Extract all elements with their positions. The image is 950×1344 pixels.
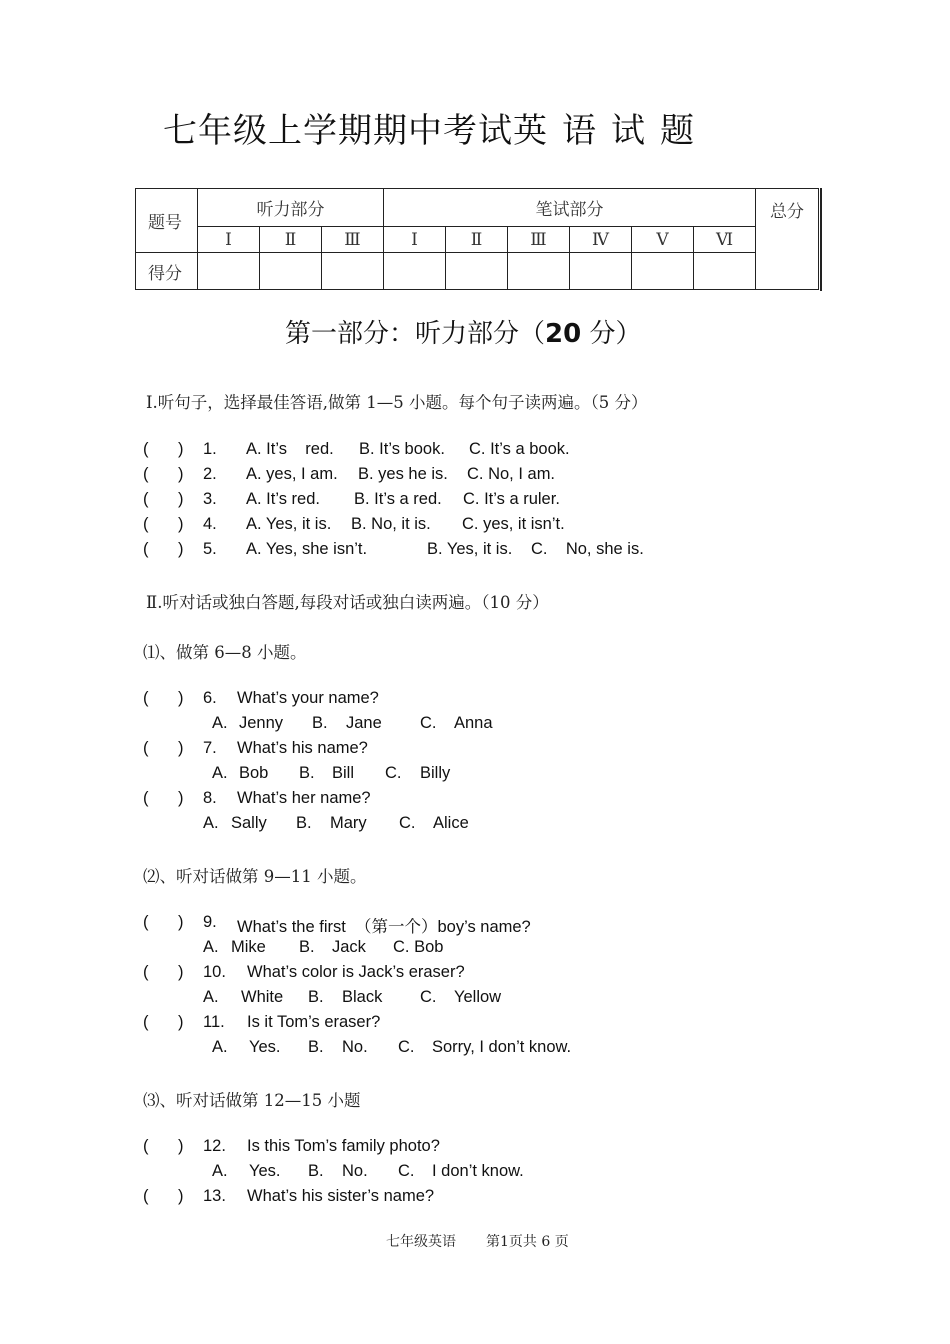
answer-blank-close: ) (178, 1013, 184, 1031)
option-a-letter: A. (212, 1038, 228, 1056)
answer-blank-close: ) (178, 490, 184, 508)
section-heading-prefix: 第一部分：听力部分（ (285, 319, 546, 349)
score-cell[interactable] (632, 253, 694, 290)
exam-title (163, 103, 695, 152)
option-c: Yellow (454, 988, 502, 1006)
group2-label: ⑵、听对话做第 9—11 小题。 (143, 867, 367, 886)
option-a: White (241, 988, 284, 1006)
answer-blank-close: ) (178, 913, 184, 931)
part1-instruction: Ⅰ.听句子，选择最佳答语,做第 1—5 小题。每个句子读两遍。（5 分） (146, 393, 648, 412)
option-b: No. (342, 1162, 368, 1180)
question-number: 3. (203, 490, 217, 508)
question-number: 7. (203, 739, 217, 757)
table-col-label: Ⅲ (508, 227, 570, 253)
option-a: A. Yes, she isn’t. (246, 540, 368, 558)
answer-blank[interactable]: ( (143, 1187, 149, 1205)
option-c: Billy (420, 764, 451, 782)
table-col-label: Ⅵ (694, 227, 756, 253)
answer-blank[interactable]: ( (143, 789, 149, 807)
score-cell[interactable] (198, 253, 260, 290)
option-b: Jane (346, 714, 382, 732)
option-c: Sorry, I don’t know. (432, 1038, 572, 1056)
option-c-letter: C. (398, 1038, 415, 1056)
score-cell[interactable] (260, 253, 322, 290)
option-b-letter: B. (308, 988, 324, 1006)
answer-blank[interactable]: ( (143, 1137, 149, 1155)
option-c: I don’t know. (432, 1162, 524, 1180)
question-number: 6. (203, 689, 217, 707)
question-text: What’s color is Jack’s eraser? (247, 963, 465, 981)
table-col-label: Ⅳ (570, 227, 632, 253)
footer-page-number: 第1页共 6 页 (486, 1234, 569, 1250)
option-a-letter: A. (212, 764, 228, 782)
option-b: No. (342, 1038, 368, 1056)
group1-label: ⑴、做第 6—8 小题。 (143, 643, 307, 662)
option-c: C. No, I am. (467, 465, 556, 483)
option-b: Mary (330, 814, 367, 832)
option-a-letter: A. (203, 814, 219, 832)
option-c: Alice (433, 814, 469, 832)
question-number: 10. (203, 963, 226, 981)
exam-title-word: 题 (660, 111, 695, 151)
answer-blank[interactable]: ( (143, 440, 149, 458)
option-a: A. yes, I am. (246, 465, 338, 483)
option-b-letter: B. (299, 938, 315, 956)
table-col-label: Ⅱ (260, 227, 322, 253)
answer-blank-close: ) (178, 963, 184, 981)
answer-blank-close: ) (178, 540, 184, 558)
option-c-letter: C. (398, 1162, 415, 1180)
option-c: Anna (454, 714, 493, 732)
question-text: What’s his sister’s name? (247, 1187, 435, 1205)
table-col-label: Ⅰ (198, 227, 260, 253)
option-b: B. It’s a red. (354, 490, 442, 508)
question-number: 12. (203, 1137, 226, 1155)
table-col-label: Ⅴ (632, 227, 694, 253)
table-col-label: Ⅲ (322, 227, 384, 253)
table-header-label: 题号 (136, 189, 198, 253)
option-b-letter: B. (308, 1162, 324, 1180)
table-listening-header: 听力部分 (198, 189, 384, 227)
option-b: Black (342, 988, 383, 1006)
table-right-border (820, 188, 822, 291)
answer-blank[interactable]: ( (143, 490, 149, 508)
question-number: 13. (203, 1187, 226, 1205)
question-text: What’s your name? (237, 689, 379, 707)
option-a: Jenny (239, 714, 284, 732)
option-b: Jack (332, 938, 366, 956)
answer-blank-close: ) (178, 1137, 184, 1155)
answer-blank-close: ) (178, 515, 184, 533)
footer-subject: 七年级英语 (386, 1234, 456, 1250)
score-table (135, 188, 819, 290)
answer-blank-close: ) (178, 689, 184, 707)
score-cell[interactable] (694, 253, 756, 290)
option-c-letter: C. (385, 764, 402, 782)
question-text: What’s the first （第一个）boy’s name? (237, 918, 531, 936)
section-points: 20 (545, 319, 582, 349)
option-a: A. It’s red. (246, 440, 334, 458)
exam-title-word: 语 (562, 111, 597, 151)
question-number: 2. (203, 465, 217, 483)
answer-blank-close: ) (178, 465, 184, 483)
answer-blank-close: ) (178, 739, 184, 757)
option-a-letter: A. (203, 988, 219, 1006)
answer-blank-close: ) (178, 1187, 184, 1205)
question-text: What’s her name? (237, 789, 371, 807)
answer-blank[interactable]: ( (143, 540, 149, 558)
option-a-letter: A. (212, 1162, 228, 1180)
option-b-letter: B. (296, 814, 312, 832)
answer-blank-close: ) (178, 440, 184, 458)
answer-blank[interactable]: ( (143, 465, 149, 483)
answer-blank[interactable]: ( (143, 913, 149, 931)
answer-blank[interactable]: ( (143, 739, 149, 757)
option-c-letter: C. (420, 988, 437, 1006)
option-a-letter: A. (212, 714, 228, 732)
table-total-header: 总分 (756, 189, 819, 290)
question-number: 1. (203, 440, 217, 458)
option-c-letter: C. (399, 814, 416, 832)
table-writing-header: 笔试部分 (384, 189, 756, 227)
option-a: A. Yes, it is. (246, 515, 332, 533)
option-b: B. No, it is. (351, 515, 431, 533)
score-cell[interactable] (384, 253, 446, 290)
table-col-label: Ⅱ (446, 227, 508, 253)
option-a: A. It’s red. (246, 490, 320, 508)
option-a: Yes. (249, 1162, 281, 1180)
option-b: Bill (332, 764, 355, 782)
table-score-label: 得分 (136, 253, 198, 290)
option-a: Sally (231, 814, 267, 832)
score-cell[interactable] (446, 253, 508, 290)
question-number: 9. (203, 913, 217, 931)
option-c: C. It’s a ruler. (463, 490, 560, 508)
section-heading (285, 313, 641, 350)
option-b-letter: B. (312, 714, 328, 732)
question-text: Is it Tom’s eraser? (247, 1013, 381, 1031)
table-col-label: Ⅰ (384, 227, 446, 253)
answer-blank-close: ) (178, 789, 184, 807)
question-text: What’s his name? (237, 739, 368, 757)
question-number: 5. (203, 540, 217, 558)
question-number: 4. (203, 515, 217, 533)
option-a: Yes. (249, 1038, 281, 1056)
option-c: C. No, she is. (531, 540, 644, 558)
answer-blank[interactable]: ( (143, 963, 149, 981)
part2-instruction: Ⅱ.听对话或独白答题,每段对话或独白读两遍。（10 分） (146, 593, 549, 612)
option-b-letter: B. (299, 764, 315, 782)
option-b: B. Yes, it is. (427, 540, 513, 558)
answer-blank[interactable]: ( (143, 515, 149, 533)
answer-blank[interactable]: ( (143, 1013, 149, 1031)
score-cell[interactable] (570, 253, 632, 290)
answer-blank[interactable]: ( (143, 689, 149, 707)
option-c: C. yes, it isn’t. (462, 515, 565, 533)
option-a-letter: A. (203, 938, 219, 956)
option-c-letter: C. (420, 714, 437, 732)
option-b-letter: B. (308, 1038, 324, 1056)
score-cell[interactable] (322, 253, 384, 290)
question-number: 8. (203, 789, 217, 807)
section-heading-suffix: 分） (581, 319, 642, 349)
exam-title-word: 试 (611, 111, 646, 151)
option-c: C. Bob (393, 938, 444, 956)
group3-label: ⑶、听对话做第 12—15 小题 (143, 1091, 361, 1110)
option-b: B. yes he is. (358, 465, 448, 483)
score-cell[interactable] (508, 253, 570, 290)
option-b: B. It’s book. (359, 440, 445, 458)
option-a: Mike (231, 938, 266, 956)
exam-title-main: 七年级上学期期中考试英 (163, 111, 548, 151)
question-number: 11. (203, 1013, 225, 1031)
option-c: C. It’s a book. (469, 440, 570, 458)
question-text: Is this Tom’s family photo? (247, 1137, 440, 1155)
option-a: Bob (239, 764, 269, 782)
